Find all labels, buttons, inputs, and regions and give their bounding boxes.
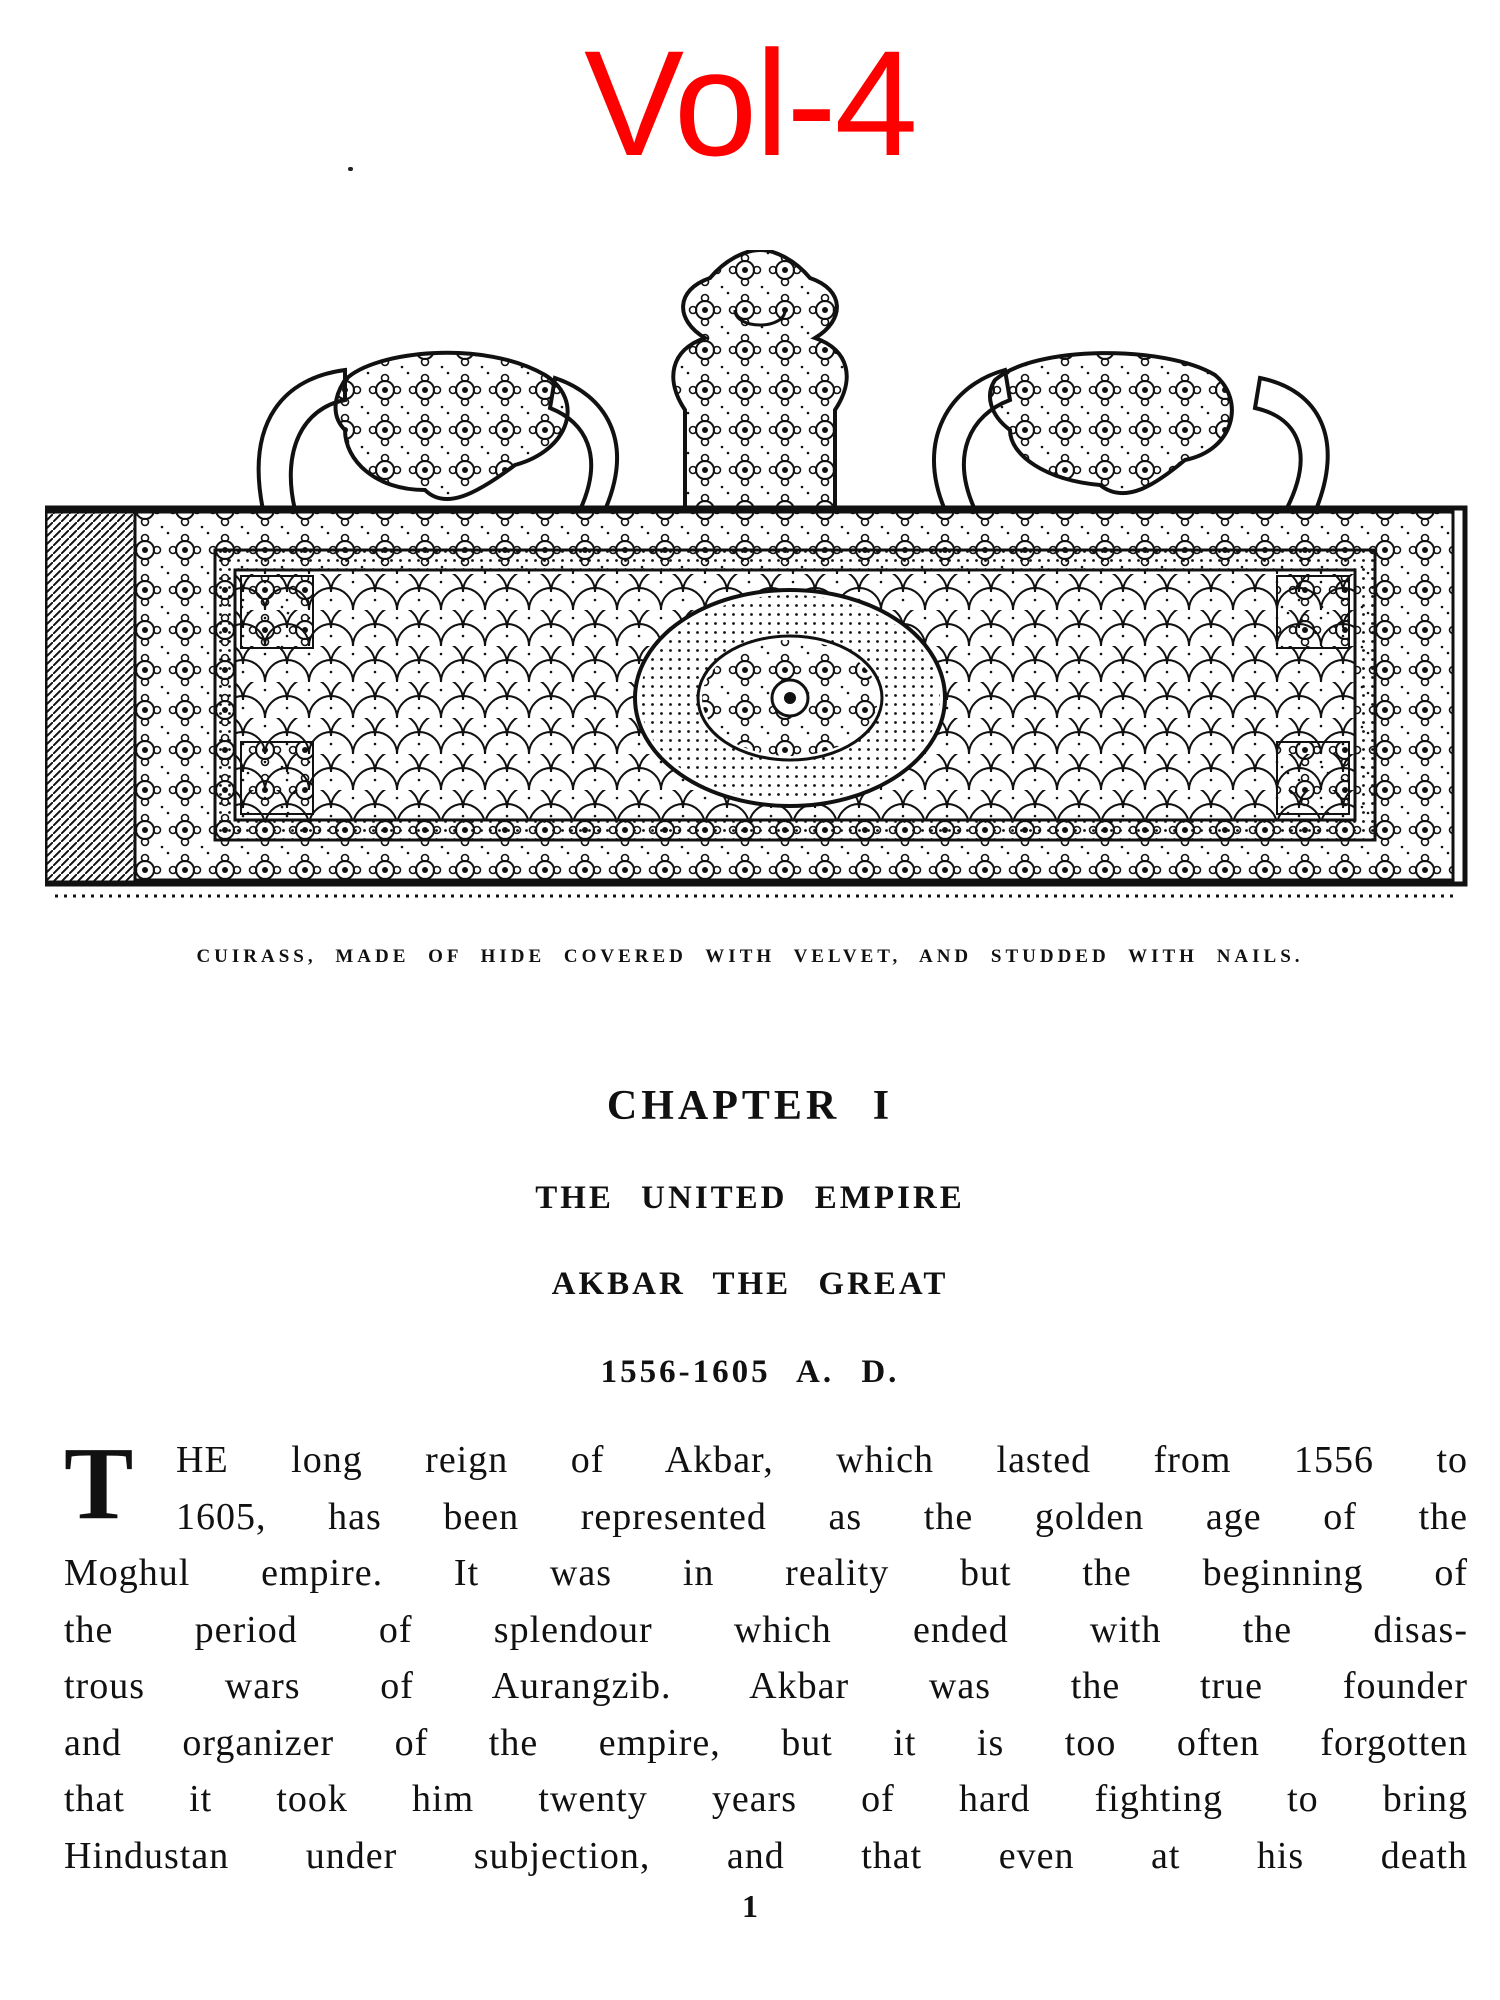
chapter-dates: 1556-1605 A. D. xyxy=(600,1354,900,1390)
body-paragraph xyxy=(64,1426,1468,1884)
cuirass-illustration xyxy=(45,250,1475,950)
chapter-title: CHAPTER I xyxy=(606,1083,894,1129)
page-number: 1 xyxy=(742,1888,758,1924)
cuirass-main-plate xyxy=(45,508,1465,896)
body-line: HE long reign of Akbar, which lasted from 1556 to xyxy=(176,1439,1468,1481)
chapter-subtitle: THE UNITED EMPIRE xyxy=(535,1180,965,1216)
body-line: that it took him twenty years of hard fighting to bring xyxy=(64,1778,1468,1820)
body-line: the period of splendour which ended with the disas- xyxy=(64,1608,1468,1651)
body-line: Hindustan under subjection, and that even at his death xyxy=(64,1834,1468,1877)
body-line: 1605, has been represented as the golden age of the xyxy=(176,1495,1468,1538)
body-line: Moghul empire. It was in reality but the beginning of xyxy=(64,1552,1468,1594)
body-line: trous wars of Aurangzib. Akbar was the true founder xyxy=(64,1665,1468,1707)
body-line: and organizer of the empire, but it is too often forgotten xyxy=(64,1721,1468,1764)
chapter-heading: AKBAR THE GREAT xyxy=(551,1266,949,1302)
stray-mark xyxy=(348,167,353,171)
figure-caption: CUIRASS, MADE OF HIDE COVERED WITH VELVET, AND STUDDED WITH NAILS. xyxy=(196,946,1304,967)
drop-cap: T xyxy=(64,1426,135,1541)
volume-label: Vol-4 xyxy=(584,19,916,187)
